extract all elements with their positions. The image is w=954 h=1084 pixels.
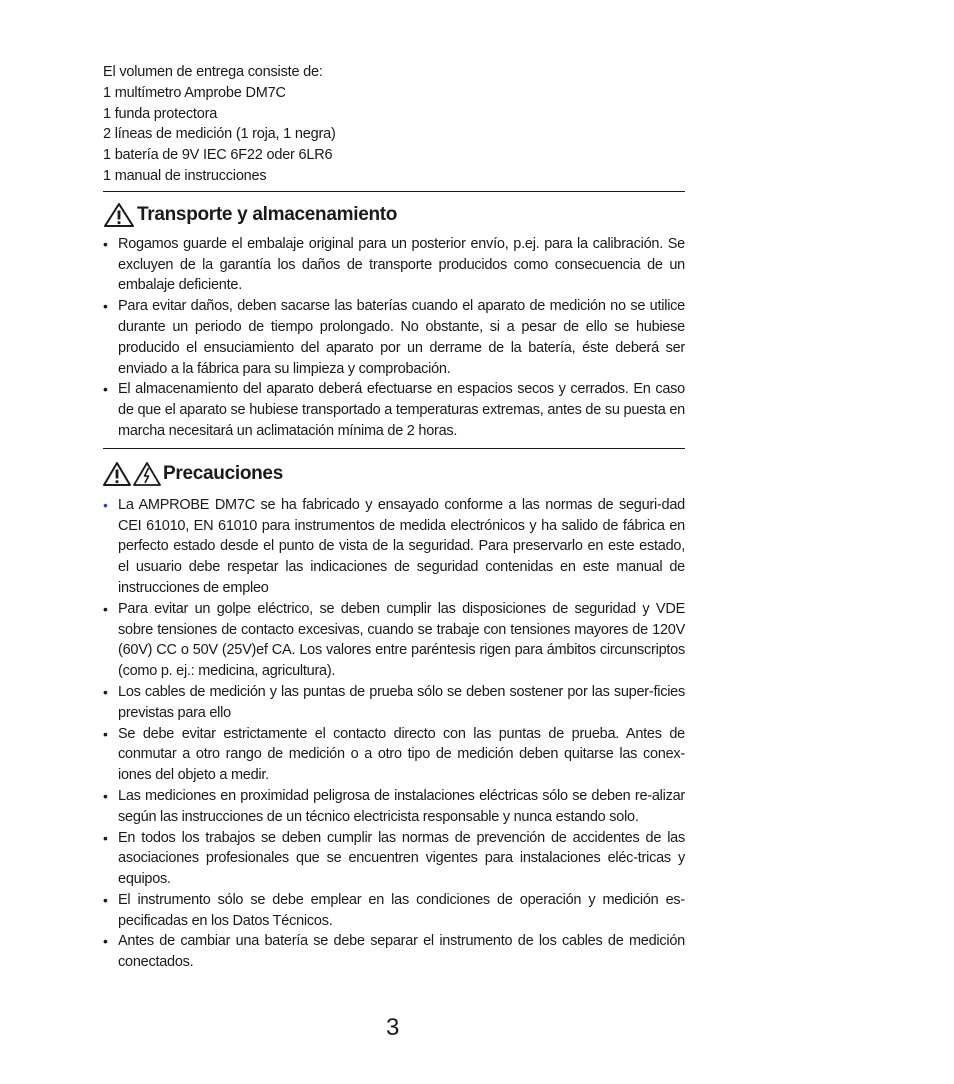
list-item-text: La AMPROBE DM7C se ha fabricado y ensayado conforme a las normas de seguri-dad CEI 61010, EN 61010 para instrumentos de medida electrónicos y ha salido de fábrica en perfecto estado desde el punto de vista de la seguridad. Para preservarlo en este estado, el usuario debe respetar las indicaciones de seguridad contenidas en este manual de instrucciones de empleo [118,496,685,596]
bullet-icon: • [103,933,108,950]
bullet-icon: • [103,829,108,846]
delivery-list [103,62,685,187]
list-item-text: Los cables de medición y las puntas de prueba sólo se deben sostener por las super-ficies previstas para ello [118,683,685,721]
list-item-text: Para evitar un golpe eléctrico, se deben cumplir las disposiciones de seguridad y VDE sobre tensiones de contacto excesivas, cuando se trabaje con tensiones mayores de 120V (60V) CC o 50V (25V)ef CA. Los valores entre paréntesis rigen para ámbitos circunscriptos (como p. ej.: medicina, agricultura). [118,600,685,680]
delivery-item: 2 líneas de medición (1 roja, 1 negra) [103,126,336,143]
bullet-icon: • [103,600,108,617]
precautions-heading [103,457,685,491]
list-item [103,495,685,599]
list-item [103,599,685,682]
list-item [103,379,685,441]
list-item [103,786,685,828]
list-item-text: Las mediciones en proximidad peligrosa de instalaciones eléctricas sólo se deben re-alizar según las instrucciones de un técnico electricista responsable y nunca estando solo. [118,787,685,825]
delivery-item: 1 funda protectora [103,105,218,122]
delivery-item: 1 manual de instrucciones [103,167,267,184]
warning-triangle-icon [103,461,131,487]
high-voltage-triangle-icon [133,461,161,487]
manual-page [103,62,685,973]
transport-title: Transporte y almacenamiento [137,203,398,225]
list-item [103,724,685,786]
transport-list [103,234,685,442]
bullet-icon: • [103,235,108,252]
bullet-icon: • [103,496,108,513]
list-item-text: Rogamos guarde el embalaje original para un posterior envío, p.ej. para la calibración. Se excluyen de la garantía los daños de transporte producidos como consecuencia de un embalaje deficiente. [118,235,685,294]
list-item [103,682,685,724]
list-item-text: Se debe evitar estrictamente el contacto directo con las puntas de prueba. Antes de conmutar a otro rango de medición o a otro tipo de medición deben quitarse las conex-iones del objeto a medir. [118,725,685,784]
bullet-icon: • [103,725,108,742]
list-item-text: Antes de cambiar una batería se debe separar el instrumento de los cables de medición conectados. [118,933,685,971]
delivery-item: 1 multímetro Amprobe DM7C [103,84,286,101]
list-item-text: El instrumento sólo se debe emplear en las condiciones de operación y medición es-pecificadas en los Datos Técnicos. [118,891,685,929]
warning-triangle-icon [103,202,135,228]
precautions-title: Precauciones [163,462,283,484]
bullet-icon: • [103,683,108,700]
list-item-text: En todos los trabajos se deben cumplir las normas de prevención de accidentes de las asociaciones profesionales que se encuentren vigentes para instalaciones eléc-tricas y equipos. [118,829,685,888]
transport-heading [103,198,685,232]
list-item [103,234,685,296]
delivery-intro: El volumen de entrega consiste de: [103,64,323,80]
bullet-icon: • [103,381,108,398]
list-item [103,828,685,890]
list-item [103,931,685,973]
bullet-icon: • [103,787,108,804]
delivery-item: 1 batería de 9V IEC 6F22 oder 6LR6 [103,147,333,164]
list-item-text: El almacenamiento del aparato deberá efectuarse en espacios secos y cerrados. En caso de que el aparato se hubiese transportado a temperaturas extremas, antes de su puesta en marcha necesitará un aclimatación mínima de 2 horas. [118,381,685,439]
list-item [103,296,685,379]
section-divider [103,191,685,192]
precautions-list [103,495,685,973]
page-number: 3 [386,1014,400,1041]
bullet-icon: • [103,891,108,908]
bullet-icon: • [103,298,108,315]
list-item [103,890,685,932]
list-item-text: Para evitar daños, deben sacarse las baterías cuando el aparato de medición no se utilice durante un periodo de tiempo prolongado. No obstante, si a pesar de ello se hubiese producido el ensuciamiento del aparato por un derrame de la batería, éste deberá ser enviado a la fábrica para su limpieza y comprobación. [118,298,685,377]
section-divider [103,448,685,449]
